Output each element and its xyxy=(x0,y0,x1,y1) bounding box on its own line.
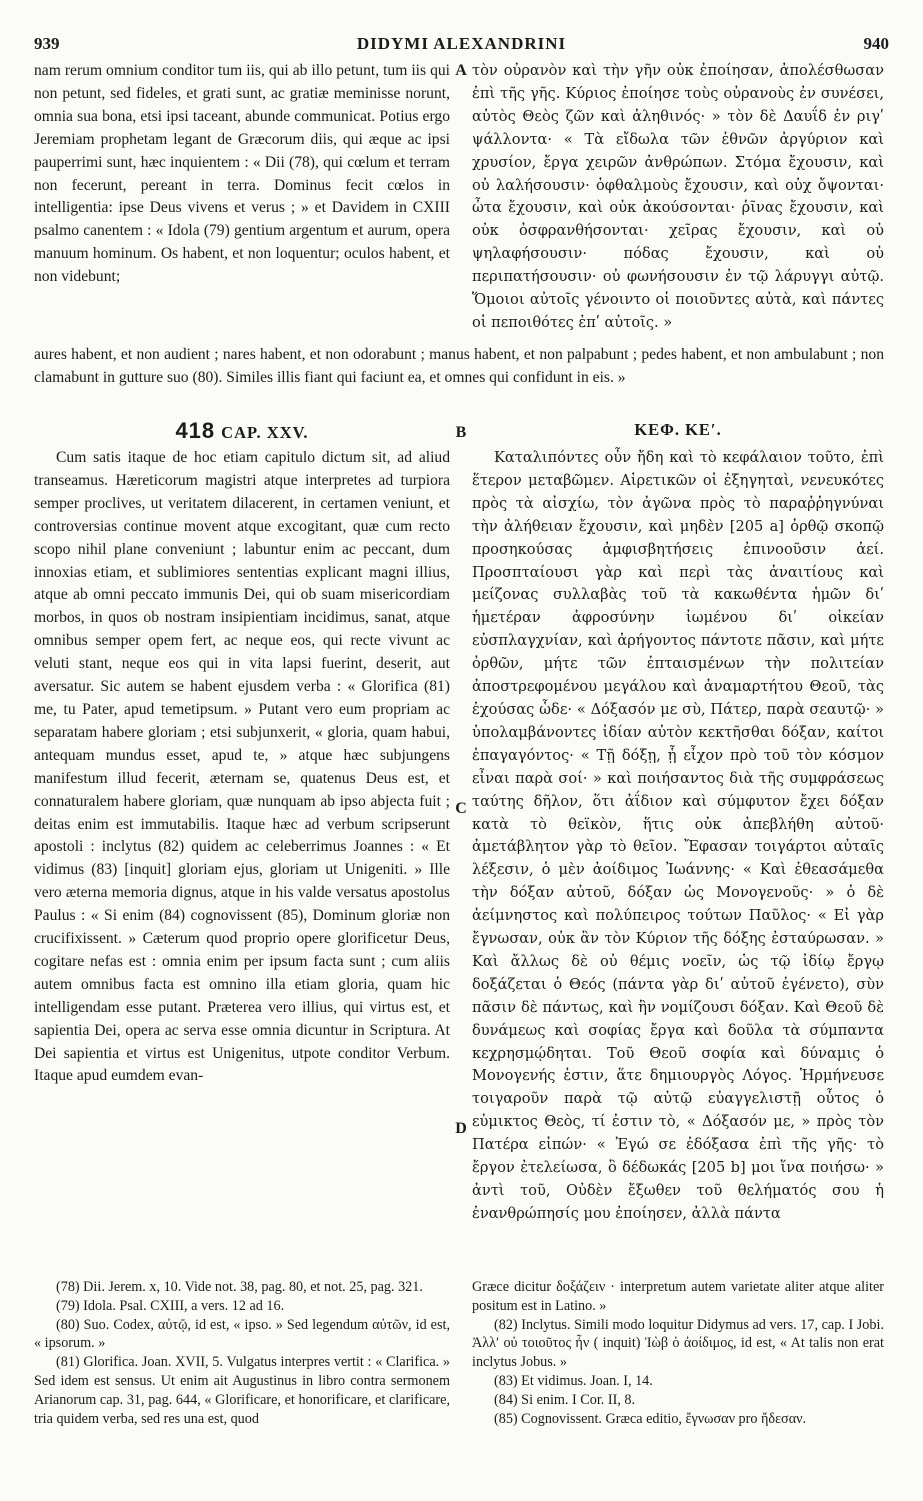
page-number-right: 940 xyxy=(863,34,889,53)
footnote: (79) Idola. Psal. CXIII, a vers. 12 ad 16. xyxy=(56,1297,285,1314)
greek-column-main xyxy=(472,447,884,1239)
margin-letter-c: C xyxy=(455,800,467,817)
footnotes-right xyxy=(472,1278,884,1428)
margin-letter-d: D xyxy=(455,1120,467,1137)
footnote: (81) Glorifica. Joan. XVII, 5. Vulgatus interpres vertit : « Clarifica. » Sed idem est sensus. Ut enim ait Augustinus in libro contra sermonem Arianorum cap. 31, pag. 644, « Glorificare, et honorificare, et clarificare, tria quidem verba, sed res una est, quod xyxy=(34,1354,450,1427)
footnote: (80) Suo. Codex, αὐτῷ, id est, « ipso. » Sed legendum αὐτῶν, id est, « ipsorum. » xyxy=(34,1316,450,1352)
chapter-heading-greek: ΚΕΦ. ΚΕʹ. xyxy=(634,420,722,439)
column-number: 418 xyxy=(175,418,216,443)
latin-column-top xyxy=(34,60,450,342)
greek-main-paragraph: Καταλιπόντες οὖν ἤδη καὶ τὸ κεφάλαιον τοῦτο, ἐπὶ ἕτερον μεταβῶμεν. Αἱρετικῶν οἱ ἐξηγηταὶ, νενευκότες πρὸς τὰ αἰσχίω, τὸν ἀγῶνα πρὸς τὸ παραῤῥηγνύναι τὴν ἀλήθειαν ἔχουσιν, καὶ μηδὲν [205 a] ὀρθῷ σκοπῷ προσηκούσας ἀμφισβητήσεις ἐπινοοῦσιν ἀεί. Προσπταίουσι γὰρ καὶ περὶ τὰς ἀναιτίους καὶ μείζονας συλλαβὰς τοῦ τὰ κακωθέντα ἡμῶν διʹ ἡμετέραν ἀφροσύνην ἰωμένου διʹ οἰκείαν εὐσπλαγχνίαν, καὶ ἀρήγοντος πάντοτε πᾶσιν, καὶ μήτε ὀρθῶν, μήτε τῶν ἐπταισμένων τὴν πολιτείαν ἀποστρεφομένου μεγάλου καὶ ἀναμαρτήτου Θεοῦ, τὰς ἐχούσας ὧδε· « Δόξασόν με σὺ, Πάτερ, παρὰ σεαυτῷ· » ὑπολαμβάνοντες ἰδίαν αὐτὸν κεκτῆσθαι δόξαν, καίτοι ἐπαγαγόντος· « Τῇ δόξῃ, ᾗ εἶχον πρὸ τοῦ τὸν κόσμον εἶναι παρὰ σοί· » καὶ ποιήσαντος διὰ τῆς συμφράσεως ταύτης δῆλον, ὅτι ἀΐδιον καὶ σύμφυτον ἔχει δόξαν κατὰ τὸ θεϊκὸν, ἥτις οὐκ ἀπεβλήθη αὐτοῦ· ἀμετάβλητον γὰρ τὸ θεῖον. Ἔφασαν τοιγάρτοι αὐταῖς λέξεσιν, ὁ μὲν ἀοίδιμος Ἰωάννης· « Καὶ ἐθεασάμεθα τὴν δόξαν αὐτοῦ, δόξαν ὡς Μονογενοῦς· » ὁ δὲ ἀείμνηστος καὶ πολύπειρος τούτων Παῦλος· « Εἰ γὰρ ἔγνωσαν, οὐκ ἂν τὸν Κύριον τῆς δόξης ἐσταύρωσαν. » Καὶ ἄλλως δὲ οὐ θέμις νοεῖν, ὡς τῷ ἰδίῳ ἔργῳ δοξάζεται ὁ Θεός (πάντα γὰρ διʹ αὐτοῦ ἐγένετο), σὺν πᾶσιν δὲ πάντως, καὶ ἣν νομίζουσι δόξαν. Καὶ Θεοῦ δὲ δυνάμεως καὶ σοφίας ἔργα καὶ δοῦλα τὰ σύμπαντα κεχρησμῴδηται. Τοῦ Θεοῦ σοφία καὶ δύναμις ὁ Μονογενής ἐστιν, ἅτε δημιουργὸς Λόγος. Ἡρμήνευσε τοιγαροῦν παρὰ τῷ αὐτῷ εὐαγγελιστῇ οὗτος ὁ εὐμικτος Θεὸς, τί ἐστιν τὸ, « Δόξασόν με, » πρὸς τὸν Πατέρα εἰπών· « Ἐγώ σε ἐδόξασα ἐπὶ τῆς γῆς· τὸ ἔργον ἐτελείωσα, ὃ δέδωκάς [205 b] μοι ἵνα ποιήσω· » ἀντὶ τοῦ, Οὐδὲν ἔξωθεν τοῦ θελήματός σου ἡ ἐνανθρώπησίς μου ἐποίησεν, ἀλλὰ πάντα xyxy=(472,449,884,1222)
greek-paragraph: τὸν οὐρανὸν καὶ τὴν γῆν οὐκ ἐποίησαν, ἀπολέσθωσαν ἐπὶ τῆς γῆς. Κύριος ἐποίησε τοὺς οὐρανοὺς ἐν συνέσει, αὐτὸς Θεὸς ζῶν καὶ ἀληθινός· » τὸν δὲ Δαυΐδ ἐν ριγʹ ψάλλοντα· « Τὰ εἴδωλα τῶν ἐθνῶν ἀργύριον καὶ χρυσίον, ἔργα χειρῶν ἀνθρώπων. Στόμα ἔχουσιν, καὶ οὐ λαλήσουσιν· ὀφθαλμοὺς ἔχουσιν, καὶ οὐχ ὄψονται· ὦτα ἔχουσιν, καὶ οὐκ ἀκούσονται· ῥῖνας ἔχουσιν, καὶ οὐκ ὀσφρανθήσονται· χεῖρας ἔχουσιν, καὶ οὐ ψηλαφήσουσιν· πόδας ἔχουσιν, καὶ οὐ περιπατήσουσιν· οὐ φωνήσουσιν ἐν τῷ λάρυγγι αὐτῷ. Ὅμοιοι αὐτοῖς γένοιντο οἱ ποιοῦντες αὐτὰ, καὶ πάντες οἱ πεποιθότες ἐπʹ αὐτοῖς. » xyxy=(472,62,884,331)
footnote: (84) Si enim. I Cor. II, 8. xyxy=(494,1391,636,1408)
page-number-left: 939 xyxy=(34,34,60,53)
chapter-heading-latin xyxy=(34,418,450,444)
footnote: (85) Cognovissent. Græca editio, ἔγνωσαν pro ἤδεσαν. xyxy=(494,1410,807,1427)
full-width-text: aures habent, et non audient ; nares habent, et non odorabunt ; manus habent, et non palpabunt ; pedes habent, et non ambulabunt ; non clamabunt in gutture suo (80). Similes illis fiant qui faciunt ea, et omnes qui confidunt in eis. » xyxy=(34,346,884,386)
footnote: (83) Et vidimus. Joan. I, 14. xyxy=(494,1372,653,1389)
footnotes-left xyxy=(34,1278,450,1428)
running-header xyxy=(34,34,889,58)
footnote-continuation: Græce dicitur δοξάζειν · interpretum autem varietate aliter atque aliter positum est in Latino. » xyxy=(472,1279,884,1314)
margin-letter-b: B xyxy=(455,424,467,441)
running-title: DIDYMI ALEXANDRINI xyxy=(356,34,567,53)
latin-column-main xyxy=(34,447,450,1239)
footnote: (82) Inclytus. Simili modo loquitur Didymus ad vers. 17, cap. I Jobi. Ἀλλʹ οὐ τοιοῦτος ἦν ( inquit) Ἰὼβ ὁ ἀοίδιμος, id est, « At talis non erat inclytus Jobus. » xyxy=(472,1316,884,1371)
footnote: (78) Dii. Jerem. x, 10. Vide not. 38, pag. 80, et not. 25, pag. 321. xyxy=(56,1279,423,1295)
chapter-title-latin: CAP. XXV. xyxy=(221,423,309,442)
greek-column-top xyxy=(472,60,884,342)
latin-paragraph: nam rerum omnium conditor tum iis, qui ab illo petunt, tum iis qui non petunt, sed fideles, et grati sunt, ac gratiæ meminisse norunt, omnia sua bona, etsi ipsi taceant, abunde communicat. Potius ergo Jeremiam prophetam legant de Græcorum diis, qui æque ac ipsi pauperrimi sunt, hæc inquientem : « Dii (78), qui cœlum et terram non fecerunt, pereant in terra. Dominus fecit cœlos in intelligentia: ipse Deus vivens et verus ; » et Davidem in CXIII psalmo canentem : « Idola (79) gentium argentum et aurum, opera manuum hominum. Os habent, et non loquentur; oculos habent, et non videbunt; xyxy=(34,62,450,286)
margin-letter-a: A xyxy=(455,62,467,79)
latin-main-paragraph: Cum satis itaque de hoc etiam capitulo dictum sit, ad aliud transeamus. Hæreticorum magistri atque interpretes ad turpiora semper proclives, ut veritatem dilacerent, in certamen veniunt, et controversias continue movent atque excogitant, quæ cum recto scopo nihil plane conveniunt ; labuntur enim ac peccant, dum innoxias etiam, et sublimiores sententias explicant magni illius, atque ab omni peccato immunis Dei, qui ob suam misericordiam morbos, in quos ob nostram insipientiam incidimus, sanat, atque omnibus semper opem fert, ac neque eos, qui recte vivunt ac veluti stant, neque eos qui in vita lapsi fuerint, deserit, aut aversatur. Sic autem se habent ejusdem verba : « Glorifica (81) me, tu Pater, apud temetipsum. » Putant vero eum propriam ac separatam habere gloriam ; etsi subjunxerit, « gloria, quam habui, antequam mundus esset, apud te, » atque hæc subjungens manifestum illud fecerit, æternam se, quatenus Deus est, et connaturalem habere gloriam, quæ nunquam ab ipso abjecta fuit ; deitas enim est immutabilis. Itaque hæc ad verbum scripserunt apostoli : inclytus (82) quidem ac celeberrimus Joannes : « Et vidimus (83) [inquit] gloriam ejus, gloriam ut Unigeniti. » Ille vero æterna memoria dignus, atque in his valde versatus apostolus Paulus : « Si enim (84) cognovissent (85), Dominum gloriæ non crucifixissent. » Cæterum quod proprio opere glorificetur Deus, cogitare nefas est : omnia enim per ipsum facta sunt ; cum aliis autem omnibus facta est omnino illa etiam gloria, quam hic intelligendam esse putant. Præterea vero illius, qui virtus est, et sapientia Dei, opera ac serva esse omnia dicuntur in Scriptura. At Dei sapientia et virtus est Unigenitus, utpote conditor Verbum. Itaque apud eumdem evan- xyxy=(34,449,450,1085)
